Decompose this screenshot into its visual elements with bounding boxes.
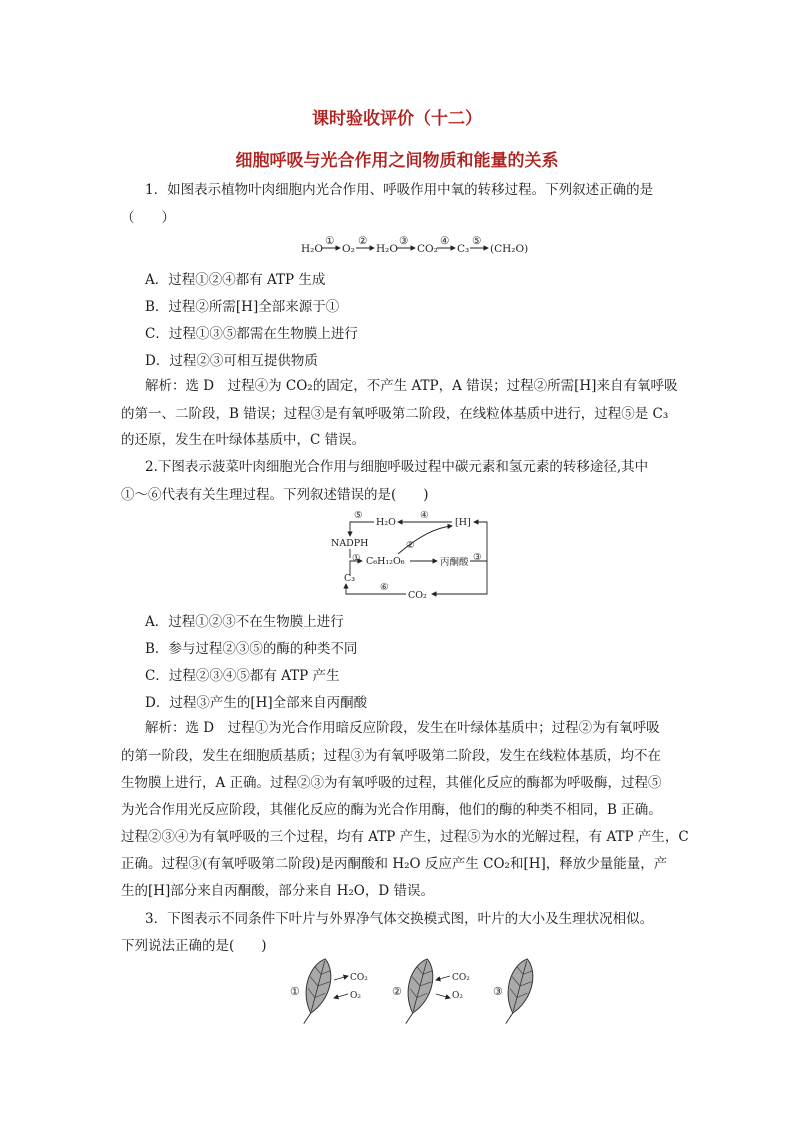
q1-option-b: B．过程②所需[H]全部来源于① — [145, 299, 340, 315]
q1-h2o-start: H₂O — [301, 243, 323, 255]
q1-analysis-line-1: 解析：选 D 过程④为 CO₂的固定，不产生 ATP，A 错误；过程②所需[H]来自有氧呼吸 — [145, 378, 678, 394]
q1-analysis-line-2: 的第一、二阶段，B 错误；过程③是有氧呼吸第二阶段，在线粒体基质中进行，过程⑤是 C₃ — [121, 406, 669, 422]
q2-pyruvate: 丙酮酸 — [440, 557, 469, 568]
q1-option-c: C．过程①③⑤都需在生物膜上进行 — [145, 326, 358, 342]
q2-option-d: D．过程③产生的[H]全部来自丙酮酸 — [145, 695, 368, 711]
page-subtitle: 细胞呼吸与光合作用之间物质和能量的关系 — [235, 151, 559, 171]
q3-leaf-1-bottom-gas: O₂ — [350, 991, 361, 1001]
q3-leaf-2-top-gas: CO₂ — [452, 973, 470, 983]
q2-step-3: ③ — [473, 552, 482, 563]
q1-option-a: A．过程①②④都有 ATP 生成 — [145, 272, 326, 288]
q1-step-5: ⑤ — [472, 235, 482, 247]
q3-leaf-2 — [392, 958, 470, 1028]
q2-stem: 2.下图表示菠菜叶肉细胞光合作用与细胞呼吸过程中碳元素和氢元素的转移途径,其中 — [145, 459, 649, 475]
q1-oxygen-flow-diagram — [0, 232, 794, 262]
q3-leaf-1 — [290, 958, 368, 1028]
q2-carbon-hydrogen-diagram — [0, 508, 794, 604]
q1-step-4: ④ — [440, 235, 450, 247]
q2-glucose: C₆H₁₂O₆ — [366, 556, 405, 567]
q2-analysis-line-1: 解析：选 D 过程①为光合作用暗反应阶段，发生在叶绿体基质中；过程②为有氧呼吸 — [145, 720, 660, 736]
q2-step-1: ① — [352, 553, 361, 564]
q3-leaf-1-top-gas: CO₂ — [350, 973, 368, 983]
q2-co2: CO₂ — [408, 590, 427, 601]
q2-step-6: ⑥ — [380, 582, 389, 593]
q1-analysis-line-3: 的还原，发生在叶绿体基质中，C 错误。 — [121, 432, 366, 448]
q1-step-3: ③ — [399, 235, 409, 247]
q2-analysis-line-4: 为光合作用光反应阶段，其催化反应的酶为光合作用酶，他们的酶的种类不相同，B 正确。 — [121, 802, 662, 818]
q2-h: [H] — [455, 517, 471, 528]
q2-option-b: B．参与过程②③⑤的酶的种类不同 — [145, 641, 358, 657]
q3-leaf-gas-exchange-diagram — [0, 958, 794, 1028]
q2-analysis-line-5: 过程②③④为有氧呼吸的三个过程，均有 ATP 产生，过程⑤为水的光解过程，有 ATP 产生，C — [121, 829, 689, 845]
q1-option-d: D．过程②③可相互提供物质 — [145, 353, 318, 369]
q2-step-2: ② — [406, 540, 415, 551]
q2-c3: C₃ — [344, 573, 356, 584]
q3-stem: 3．下图表示不同条件下叶片与外界净气体交换模式图，叶片的大小及生理状况相似。 — [145, 911, 654, 927]
q2-analysis-line-6: 正确。过程③(有氧呼吸第二阶段)是丙酮酸和 H₂O 反应产生 CO₂和[H]，释放少量能量，产 — [121, 856, 668, 872]
q2-h2o: H₂O — [376, 517, 396, 528]
page-title: 课时验收评价（十二） — [312, 109, 482, 129]
q1-ch2o: (CH₂O) — [490, 243, 529, 255]
q2-step-5: ⑤ — [354, 510, 363, 521]
q1-h2o-mid: H₂O — [376, 243, 398, 255]
q1-stem: 1．如图表示植物叶肉细胞内光合作用、呼吸作用中氧的转移过程。下列叙述正确的是 — [145, 182, 654, 198]
q3-leaf-2-bottom-gas: O₂ — [452, 991, 463, 1001]
q2-analysis-line-2: 的第一阶段，发生在细胞质基质；过程③为有氧呼吸第二阶段，发生在线粒体基质，均不在 — [121, 748, 661, 764]
q3-stem-line-2: 下列说法正确的是( ) — [121, 938, 267, 954]
q3-leaf-3 — [493, 958, 538, 1028]
q3-leaf-3-label: ③ — [493, 985, 503, 998]
q2-option-a: A．过程①②③不在生物膜上进行 — [145, 614, 344, 630]
q2-analysis-line-7: 生的[H]部分来自丙酮酸，部分来自 H₂O，D 错误。 — [121, 883, 434, 899]
q1-stem-bracket: （ ） — [121, 210, 175, 226]
q1-step-1: ① — [325, 235, 335, 247]
q3-leaf-2-label: ② — [392, 985, 402, 998]
q2-stem-line-2: ①～⑥代表有关生理过程。下列叙述错误的是( ) — [121, 487, 429, 503]
q2-analysis-line-3: 生物膜上进行，A 正确。过程②③为有氧呼吸的过程，其催化反应的酶都为呼吸酶，过程⑤ — [121, 775, 662, 791]
q1-step-2: ② — [358, 235, 368, 247]
q2-step-4: ④ — [420, 510, 429, 521]
q3-leaf-1-label: ① — [290, 985, 300, 998]
q2-nadph: NADPH — [331, 538, 369, 549]
q1-o2: O₂ — [342, 243, 355, 255]
q1-co2: CO₂ — [417, 243, 438, 255]
q1-c3: C₃ — [457, 243, 470, 255]
q2-option-c: C．过程②③④⑤都有 ATP 产生 — [145, 668, 340, 684]
